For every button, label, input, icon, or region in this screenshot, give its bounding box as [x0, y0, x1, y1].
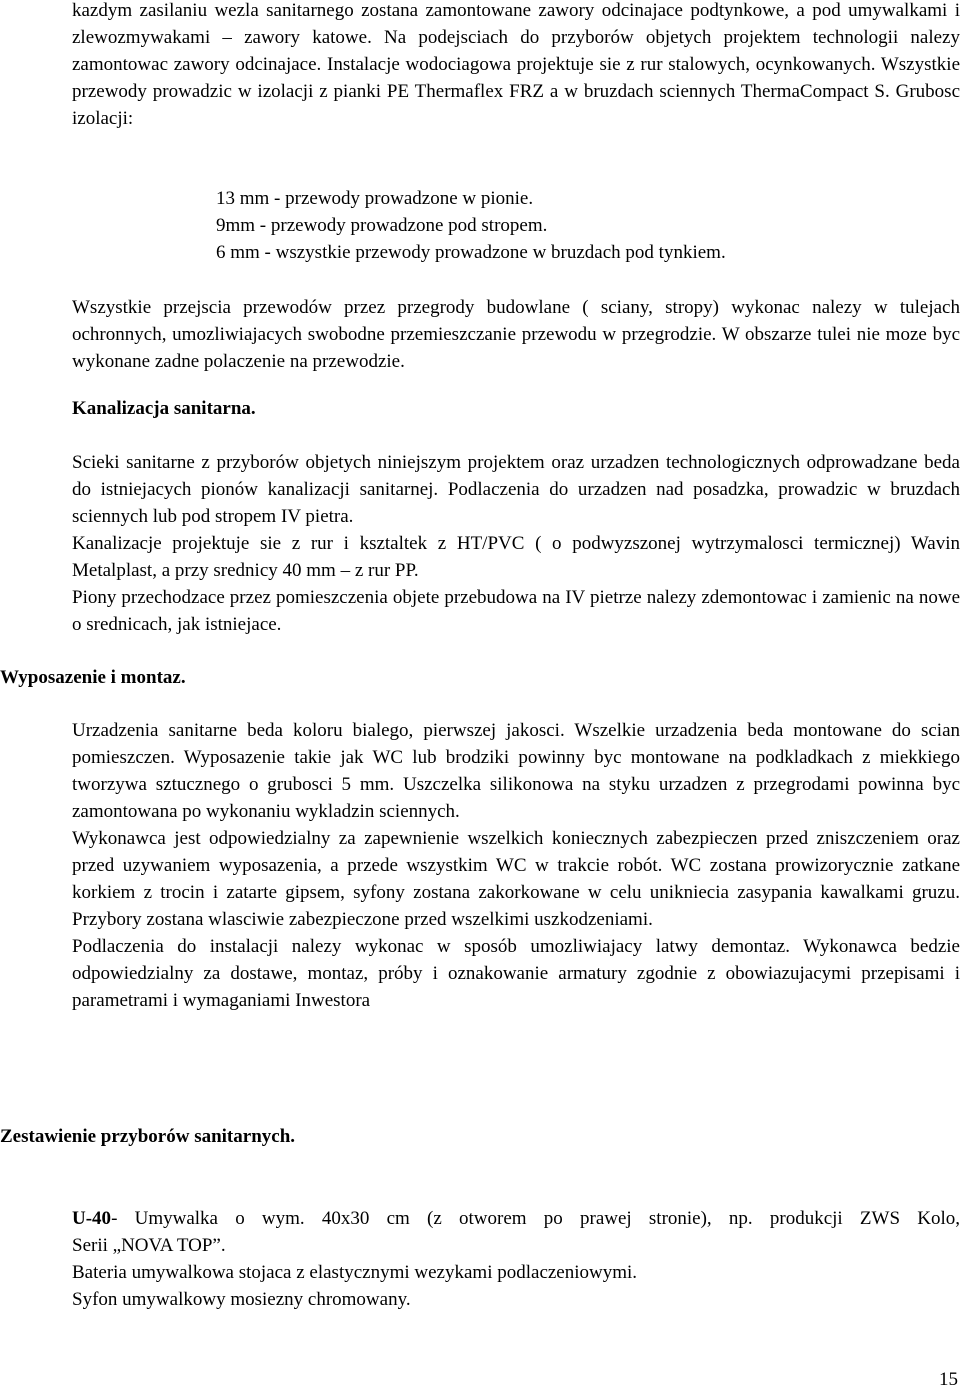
fixtures-heading: Zestawienie przyborów sanitarnych. [0, 1126, 296, 1147]
equipment-section [72, 717, 960, 1014]
list-item: 13 mm - przewody prowadzone w pionie. [216, 188, 534, 209]
sewage-paragraph: Kanalizacje projektuje sie z rur i ksztaltek z HT/PVC ( o podwyzszonej wytrzymalosci termicznej) Wavin Metalplast, a przy srednicy 40 mm – z rur PP. [72, 533, 960, 581]
fixture-item-series: Serii „NOVA TOP”. [72, 1235, 226, 1256]
list-item: 6 mm - wszystkie przewody prowadzone w bruzdach pod tynkiem. [216, 242, 726, 263]
fixture-line: Bateria umywalkowa stojaca z elastycznymi wezykami podlaczeniowymi. [72, 1262, 638, 1283]
fixture-item-code: U-40 [72, 1208, 112, 1229]
intro-paragraph-text: kazdym zasilaniu wezla sanitarnego zostana zamontowane zawory odcinajace podtynkowe, a pod umywalkami i zlewozmywakami – zawory katowe. Na podejsciach do przyborów objetych projektem technologii nalezy zamontowac zawory odcinajace. Instalacje wodociagowa projektuje sie z rur stalowych, ocynkowanych. Wszystkie przewody prowadzic w izolacji z pianki PE Thermaflex FRZ a w bruzdach sciennych ThermaCompact S. Grubosc izolacji: [72, 0, 960, 129]
equipment-paragraph: Wykonawca jest odpowiedzialny za zapewnienie wszelkich koniecznych zabezpieczen przed zniszczeniem oraz przed uzywaniem wyposazenia, a przede wszystkim WC w trakcie robót. WC zostana prowizorycznie zatkane korkiem z trocin i zatarte gipsem, syfony zostana zakorkowane w celu unikniecia zasypania kawalkami gruzu. Przybory zostana wlasciwie zabezpieczone przed wszelkimi uszkodzeniami. [72, 828, 960, 930]
equipment-heading: Wyposazenie i montaz. [0, 667, 186, 688]
fixture-item-line [72, 1205, 960, 1232]
sewage-paragraph: Scieki sanitarne z przyborów objetych niniejszym projektem oraz urzadzen technologicznych odprowadzane beda do istniejacych pionów kanalizacji sanitarnej. Podlaczenia do urzadzen nad posadzka, prowadzic w bruzdach sciennych lub pod stropem IV pietra. [72, 452, 960, 527]
fixture-line: Syfon umywalkowy mosiezny chromowany. [72, 1289, 411, 1310]
fixture-item-description: - Umywalka o wym. 40x30 cm (z otworem po prawej stronie), np. produkcji ZWS Kolo, [111, 1208, 960, 1229]
sewage-heading: Kanalizacja sanitarna. [72, 398, 256, 419]
intro-paragraph [72, 0, 960, 132]
fixtures-section [72, 1205, 960, 1313]
passages-paragraph [72, 294, 960, 375]
equipment-paragraph: Podlaczenia do instalacji nalezy wykonac w sposób umozliwiajacy latwy demontaz. Wykonawca bedzie odpowiedzialny za dostawe, montaz, próby i oznakowanie armatury zgodnie z obowiazujacymi przepisami i parametrami i wymaganiami Inwestora [72, 936, 960, 1011]
sewage-section [72, 449, 960, 638]
page-number: 15 [939, 1369, 958, 1390]
sewage-paragraph: Piony przechodzace przez pomieszczenia objete przebudowa na IV pietrze nalezy zdemontowac i zamienic na nowe o srednicach, jak istniejace. [72, 587, 960, 635]
insulation-list [216, 185, 960, 266]
passages-paragraph-text: Wszystkie przejscia przewodów przez przegrody budowlane ( sciany, stropy) wykonac nalezy w tulejach ochronnych, umozliwiajacych swobodne przemieszczanie przewodu w przegrodzie. W obszarze tulei nie moze byc wykonane zadne polaczenie na przewodzie. [72, 297, 960, 372]
list-item: 9mm - przewody prowadzone pod stropem. [216, 215, 548, 236]
equipment-paragraph: Urzadzenia sanitarne beda koloru bialego, pierwszej jakosci. Wszelkie urzadzenia beda montowane do scian pomieszczen. Wyposazenie takie jak WC lub brodziki powinny byc montowane na podkladkach z miekkiego tworzywa sztucznego o grubosci 5 mm. Uszczelka silikonowa na styku urzadzen z przegrodami powinna byc zamontowana po wykonaniu wykladzin sciennych. [72, 720, 960, 822]
